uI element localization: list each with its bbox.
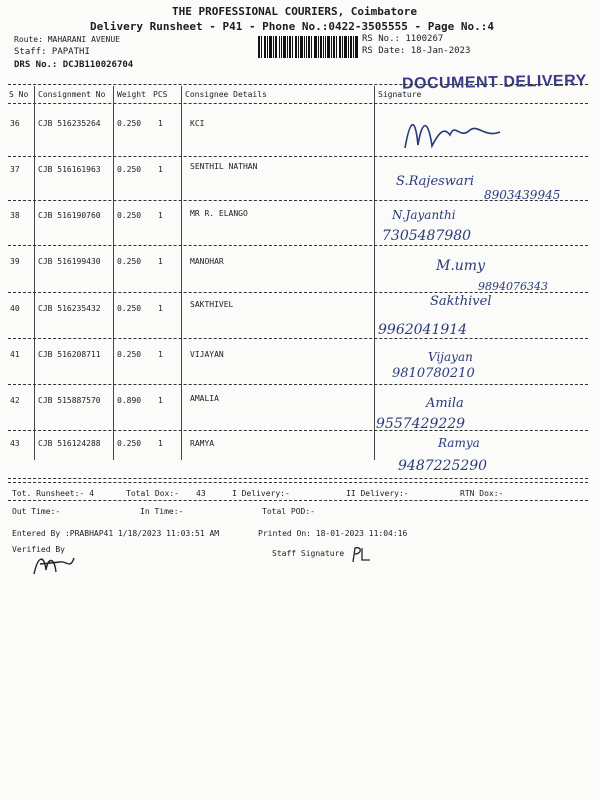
row-pcs: 1 — [158, 165, 163, 174]
row-pcs: 1 — [158, 304, 163, 313]
col-header-consignment: Consignment No — [38, 90, 106, 99]
signature-phone: 9962041914 — [378, 322, 468, 338]
row-pcs: 1 — [158, 439, 163, 448]
signature-name: Sakthivel — [430, 294, 492, 309]
total-dox-value: 43 — [196, 489, 206, 498]
row-rule — [8, 156, 588, 157]
entered-by: Entered By :PRABHAP41 1/18/2023 11:03:51 AM — [12, 529, 220, 538]
row-rule — [8, 200, 588, 201]
signature-name: Amila — [426, 396, 464, 411]
row-consignment-no: CJB 516235432 — [38, 304, 101, 313]
verified-by: Verified By — [12, 545, 65, 554]
row-consignee: SAKTHIVEL — [190, 300, 234, 309]
row-pcs: 1 — [158, 119, 163, 128]
i-delivery: I Delivery:- — [232, 489, 290, 498]
row-weight: 0.250 — [117, 439, 142, 448]
row-rule — [8, 338, 588, 339]
row-rule — [8, 384, 588, 385]
printed-on: Printed On: 18-01-2023 11:04:16 — [258, 529, 408, 538]
signature-name: Ramya — [438, 436, 480, 450]
table-header-rule — [8, 103, 588, 104]
total-dox-label: Total Dox:- — [126, 489, 179, 498]
row-sno: 42 — [10, 396, 20, 405]
row-consignee: VIJAYAN — [190, 350, 224, 359]
totals-rule — [8, 500, 588, 501]
out-time: Out Time:- — [12, 507, 61, 516]
row-sno: 39 — [10, 257, 20, 266]
row-rule — [8, 430, 588, 431]
row-consignment-no: CJB 516161963 — [38, 165, 101, 174]
signature-phone: 9487225290 — [398, 458, 488, 474]
row-weight: 0.250 — [117, 304, 142, 313]
row-rule — [8, 292, 588, 293]
row-rule — [8, 245, 588, 246]
row-sno: 40 — [10, 304, 20, 313]
row-sno: 41 — [10, 350, 20, 359]
row-consignee: AMALIA — [190, 394, 219, 403]
row-consignee: MR R. ELANGO — [190, 209, 248, 218]
signature-name: M.umy — [436, 258, 485, 274]
route-label: Route: MAHARANI AVENUE — [14, 35, 120, 44]
company-title: THE PROFESSIONAL COURIERS, Coimbatore — [172, 5, 418, 18]
signature-scribble — [400, 110, 520, 155]
total-runsheet: Tot. Runsheet:- 4 — [12, 489, 94, 498]
row-weight: 0.250 — [117, 350, 142, 359]
drs-number: DRS No.: DCJB110026704 — [14, 60, 134, 70]
row-sno: 37 — [10, 165, 20, 174]
staff-signature-label: Staff Signature — [272, 549, 345, 558]
row-consignment-no: CJB 516199430 — [38, 257, 101, 266]
rs-date: RS Date: 18-Jan-2023 — [362, 46, 471, 56]
column-divider — [34, 86, 35, 460]
row-consignee: MANOHAR — [190, 257, 224, 266]
runsheet-line: Delivery Runsheet - P41 - Phone No.:0422-3505555 - Page No.:4 — [90, 20, 494, 33]
row-consignment-no: CJB 516208711 — [38, 350, 101, 359]
signature-name: N.Jayanthi — [392, 208, 456, 222]
row-sno: 38 — [10, 211, 20, 220]
row-weight: 0.250 — [117, 257, 142, 266]
rs-number: RS No.: 1100267 — [362, 34, 444, 44]
row-consignment-no: CJB 516190760 — [38, 211, 101, 220]
rtn-dox: RTN Dox:- — [460, 489, 504, 498]
col-header-sno: S No — [9, 90, 29, 99]
col-header-consignee: Consignee Details — [185, 90, 267, 99]
row-pcs: 1 — [158, 211, 163, 220]
signature-phone: 9810780210 — [392, 366, 475, 381]
signature-phone: 7305487980 — [382, 228, 472, 244]
signature-name: Vijayan — [428, 350, 473, 364]
row-sno: 36 — [10, 119, 20, 128]
row-consignment-no: CJB 515887570 — [38, 396, 101, 405]
barcode — [258, 36, 358, 58]
staff-label: Staff: PAPATHI — [14, 47, 90, 57]
column-divider — [181, 86, 182, 460]
row-consignee: KCI — [190, 119, 205, 128]
row-sno: 43 — [10, 439, 20, 448]
column-divider — [374, 86, 375, 460]
col-header-pcs: PCS — [153, 90, 168, 99]
total-pod: Total POD:- — [262, 507, 315, 516]
row-pcs: 1 — [158, 350, 163, 359]
row-weight: 0.250 — [117, 165, 142, 174]
table-bottom-rule — [8, 482, 588, 483]
staff-signature-scribble — [350, 544, 372, 564]
verified-signature-scribble — [30, 550, 80, 578]
col-header-weight: Weight — [117, 90, 146, 99]
table-top-rule — [8, 84, 588, 85]
signature-name: S.Rajeswari — [396, 174, 475, 189]
column-divider — [113, 86, 114, 460]
row-weight: 0.250 — [117, 119, 142, 128]
table-bottom-rule — [8, 478, 588, 479]
ii-delivery: II Delivery:- — [346, 489, 409, 498]
signature-phone: 8903439945 — [484, 188, 561, 202]
row-consignment-no: CJB 516235264 — [38, 119, 101, 128]
row-consignment-no: CJB 516124288 — [38, 439, 101, 448]
signature-phone: 9557429229 — [376, 416, 466, 432]
signature-phone: 9894076343 — [478, 280, 548, 293]
col-header-signature: Signature — [378, 90, 422, 99]
row-weight: 0.250 — [117, 211, 142, 220]
row-pcs: 1 — [158, 257, 163, 266]
in-time: In Time:- — [140, 507, 184, 516]
row-pcs: 1 — [158, 396, 163, 405]
document-delivery-stamp: DOCUMENT DELIVERY — [401, 72, 587, 93]
row-weight: 0.890 — [117, 396, 142, 405]
row-consignee: SENTHIL NATHAN — [190, 162, 258, 171]
row-consignee: RAMYA — [190, 439, 215, 448]
